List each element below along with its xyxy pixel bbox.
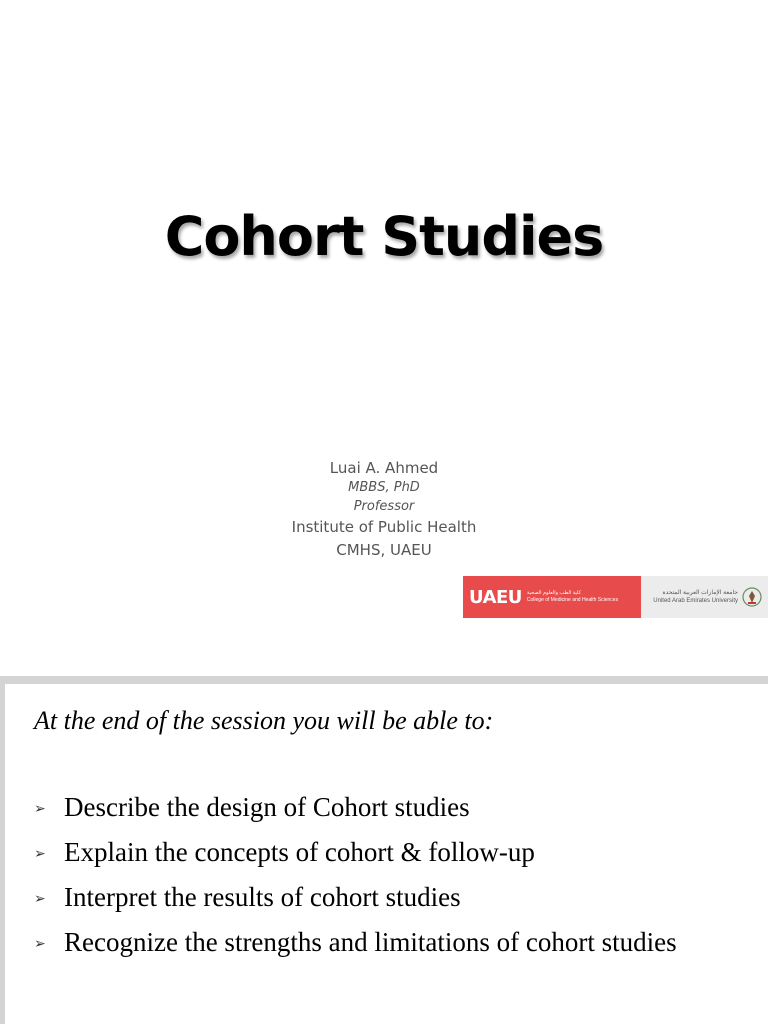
slide-divider <box>0 676 768 684</box>
logo-college-panel <box>463 576 641 618</box>
arrowhead-bullet-icon: ➢ <box>34 892 46 907</box>
author-affiliation: CMHS, UAEU <box>336 541 432 559</box>
objective-text: Interpret the results of cohort studies <box>64 882 461 912</box>
arrowhead-bullet-icon: ➢ <box>34 802 46 817</box>
falcon-emblem-icon <box>742 587 762 607</box>
author-name: Luai A. Ahmed <box>329 459 439 477</box>
list-item <box>34 835 734 872</box>
slide-title: Cohort Studies <box>164 205 604 268</box>
objective-text: Explain the concepts of cohort & follow-up <box>64 837 535 867</box>
objectives-heading: At the end of the session you will be able to: <box>34 706 494 735</box>
author-position: Professor <box>353 499 415 514</box>
arrowhead-bullet-icon: ➢ <box>34 937 46 952</box>
logo-university-en: United Arab Emirates University <box>653 598 738 604</box>
author-degrees: MBBS, PhD <box>348 480 420 495</box>
logo-university-panel <box>641 576 768 618</box>
uaeu-logo <box>463 576 768 618</box>
list-item <box>34 925 734 962</box>
logo-mark: UAEU <box>469 586 522 608</box>
objective-text: Recognize the strengths and limitations of cohort studies <box>64 927 677 957</box>
author-block <box>0 458 768 562</box>
list-item <box>34 790 734 827</box>
author-institute: Institute of Public Health <box>291 518 477 536</box>
objectives-slide <box>0 684 768 1024</box>
arrowhead-bullet-icon: ➢ <box>34 847 46 862</box>
logo-college-en: College of Medicine and Health Sciences <box>526 597 619 603</box>
logo-college-ar: كلية الطب والعلوم الصحية <box>526 590 581 596</box>
objectives-list <box>34 790 734 970</box>
list-item <box>34 880 734 917</box>
objective-text: Describe the design of Cohort studies <box>64 792 470 822</box>
logo-university-ar: جامعة الإمارات العربية المتحدة <box>662 590 738 596</box>
